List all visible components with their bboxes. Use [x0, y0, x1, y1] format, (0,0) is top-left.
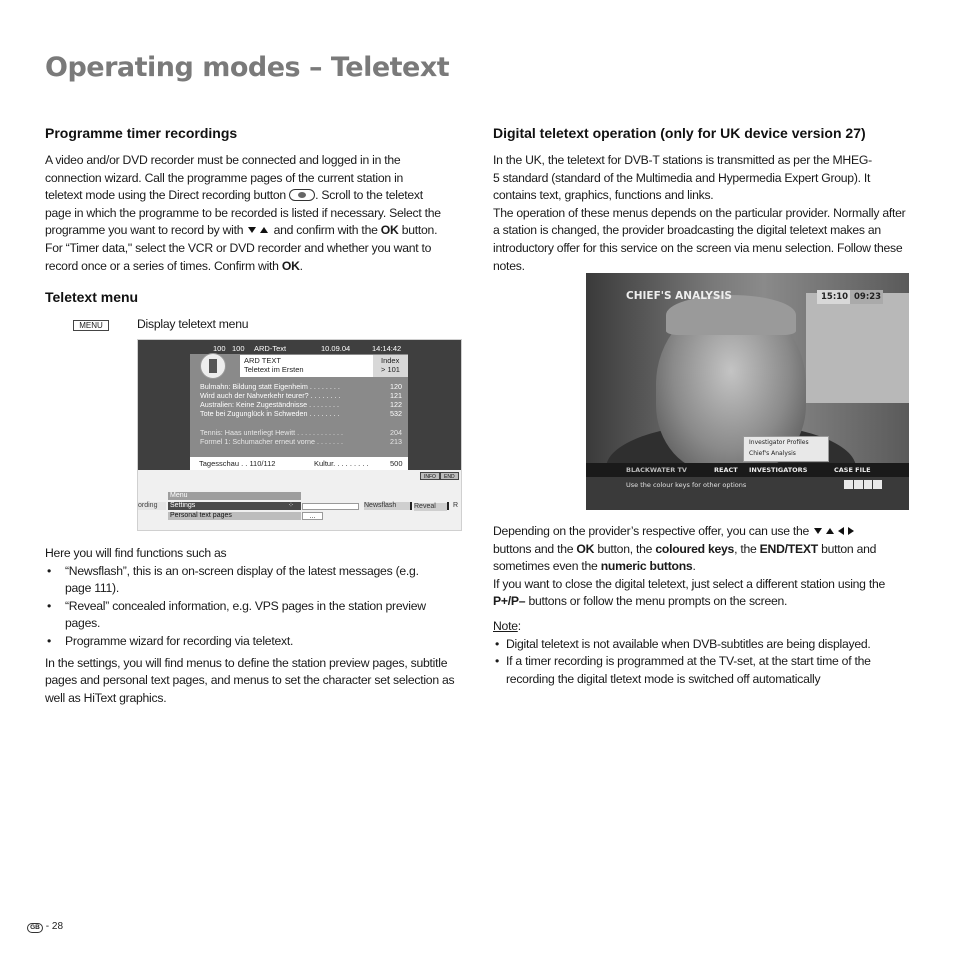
- tt-menu-recording[interactable]: ording: [138, 502, 166, 510]
- tt-index-page[interactable]: > 101: [381, 365, 400, 374]
- timer-line: record once or a series of times. Confirm with OK.: [45, 258, 303, 273]
- colour-keys-icon: [844, 480, 882, 489]
- digital-teletext-heading: Digital teletext operation (only for UK device version 27): [493, 125, 866, 141]
- timer-line: connection wizard. Call the programme pages of the current station in: [45, 170, 404, 185]
- nav-line: buttons and the OK button, the coloured keys, the END/TEXT button and: [493, 541, 877, 556]
- teletext-screen: [137, 339, 462, 531]
- tt-row[interactable]: Wird auch der Nahverkehr teurer? . . . . . . . .: [200, 391, 341, 400]
- tt-menu-title: Menu: [168, 492, 301, 500]
- note-label: Note:: [493, 619, 521, 633]
- list-item: • “Reveal” concealed information, e.g. VPS pages in the station preview pages.: [45, 598, 465, 633]
- tv-hint: Use the colour keys for other options: [626, 481, 747, 489]
- functions-intro: Here you will find functions such as: [45, 546, 227, 560]
- page-title: Operating modes – Teletext: [45, 52, 450, 83]
- arrow-down-icon: [814, 528, 822, 534]
- digital-teletext-paragraph: In the UK, the teletext for DVB-T stations is transmitted as per the MHEG- 5 standard (standard of the Multimedia and Hypermedia Expert Group). It contains text, graphics, functions and links. The operation of these menus depends on the particular provider. Normally after a station is changed, the provider broadcasting the digital teletext makes an introductory offer for this service on the screen via menu selection. Follow these notes.: [493, 153, 906, 273]
- tv-nav-item[interactable]: CASE FILE: [834, 466, 871, 474]
- tv-nav-item[interactable]: REACT: [714, 466, 738, 474]
- tt-row-page[interactable]: 213: [390, 437, 402, 446]
- timer-line: programme you want to record by with and confirm with the OK button.: [45, 223, 438, 238]
- tt-menu-r[interactable]: R: [453, 502, 459, 509]
- tt-menu-settings[interactable]: Settings: [168, 502, 301, 510]
- timer-line: A video and/or DVD recorder must be connected and logged in in the: [45, 153, 401, 167]
- arrow-left-icon: [838, 527, 844, 535]
- list-item: • “Newsflash”, this is an on-screen display of the latest messages (e.g. page 111).: [45, 563, 465, 598]
- list-item: • Programme wizard for recording via teletext.: [45, 633, 465, 651]
- tt-row-page[interactable]: 121: [390, 391, 402, 400]
- tt-menu-newsflash[interactable]: Newsflash: [364, 502, 410, 510]
- tt-page2: 100: [232, 344, 245, 353]
- tv-time-2: 09:23: [854, 292, 882, 302]
- tt-row[interactable]: Bulmahn: Bildung statt Eigenheim . . . . . . . .: [200, 382, 340, 391]
- country-badge: GB: [27, 923, 43, 933]
- tt-menu-reveal[interactable]: Reveal: [414, 503, 447, 511]
- tv-light-area: [806, 293, 909, 403]
- tt-footer-page[interactable]: 500: [390, 459, 403, 468]
- timer-paragraph: [45, 152, 465, 275]
- note-section: [493, 618, 913, 688]
- tt-footer-mid[interactable]: Kultur. . . . . . . . .: [314, 459, 369, 468]
- timer-heading: Programme timer recordings: [45, 125, 238, 141]
- tt-date: 10.09.04: [321, 344, 351, 353]
- teletext-menu-heading: Teletext menu: [45, 289, 139, 305]
- tt-menu-blank: [302, 503, 359, 510]
- tt-page: 100: [213, 344, 226, 353]
- tt-row-page[interactable]: 532: [390, 409, 402, 418]
- tt-row-page[interactable]: 204: [390, 428, 402, 437]
- tt-time: 14:14:42: [372, 344, 402, 353]
- arrow-down-icon: [248, 227, 256, 233]
- tt-station: ARD TEXT: [244, 356, 281, 365]
- tt-row[interactable]: Tote bei Zugunglück in Schweden . . . . . . . .: [200, 409, 340, 418]
- arrow-right-icon: [848, 527, 854, 535]
- tt-subtitle: Teletext im Ersten: [244, 365, 304, 374]
- tv-title: CHIEF'S ANALYSIS: [626, 290, 732, 302]
- tt-footer-left[interactable]: Tagesschau . . 110/112: [199, 459, 276, 468]
- tt-row[interactable]: Australien: Keine Zugeständnisse . . . . . . . .: [200, 400, 340, 409]
- direct-recording-button-icon: [289, 189, 315, 201]
- functions-section: [45, 545, 465, 707]
- page-number-text: - 28: [45, 921, 64, 932]
- list-item: • If a timer recording is programmed at the TV-set, at the start time of the recording the digital tletext mode is switched off automatically: [493, 653, 913, 688]
- tt-menu-divider: [447, 502, 449, 510]
- nav-line: P+/P– buttons or follow the menu prompts on the screen.: [493, 594, 788, 609]
- tv-profile-item-selected[interactable]: Chief's Analysis: [749, 450, 796, 457]
- nav-line: sometimes even the numeric buttons.: [493, 559, 696, 574]
- tv-nav-item[interactable]: BLACKWATER TV: [626, 466, 687, 474]
- tt-row[interactable]: Formel 1: Schumacher erneut vorne . . . . . . .: [200, 437, 344, 446]
- nav-line: Depending on the provider’s respective offer, you can use the: [493, 523, 913, 541]
- nav-line: If you want to close the digital teletext, just select a different station using the: [493, 576, 886, 591]
- tt-menu-divider: [410, 502, 412, 510]
- settings-submenu-icon: ⁘: [288, 502, 294, 509]
- settings-paragraph: In the settings, you will find menus to define the station preview pages, subtitle pages and personal text pages, and menus to set the character set selection as well as HiText graphics.: [45, 655, 455, 705]
- tt-menu-personal[interactable]: Personal text pages: [168, 512, 301, 520]
- menu-key-icon: MENU: [73, 320, 109, 331]
- ard-logo-icon: [200, 353, 226, 379]
- tt-row[interactable]: Tennis: Haas unterliegt Hewitt . . . . . . . . . . . .: [200, 428, 344, 437]
- tv-time: 15:10: [821, 292, 849, 302]
- tt-row-page[interactable]: 120: [390, 382, 402, 391]
- page-number: [27, 921, 63, 933]
- arrow-up-icon: [260, 227, 268, 233]
- tt-index-label[interactable]: Index: [381, 356, 400, 365]
- tv-profile-item[interactable]: Investigator Profiles: [749, 439, 809, 446]
- navigation-paragraph: [493, 523, 913, 611]
- tt-row-page[interactable]: 122: [390, 400, 402, 409]
- timer-line: page in which the programme to be recorded is listed if necessary. Select the: [45, 205, 441, 220]
- timer-line: For “Timer data," select the VCR or DVD recorder and whether you want to: [45, 240, 432, 255]
- info-badge[interactable]: INFO: [420, 472, 440, 480]
- tt-service: ARD-Text: [254, 344, 287, 353]
- end-badge[interactable]: END: [440, 472, 459, 480]
- list-item: • Digital teletext is not available when DVB-subtitles are being displayed.: [493, 636, 913, 654]
- tv-nav-item[interactable]: INVESTIGATORS: [749, 466, 808, 474]
- arrow-up-icon: [826, 528, 834, 534]
- tt-menu-dots[interactable]: ...: [302, 512, 323, 520]
- mheg-tv-screenshot: [586, 273, 909, 510]
- timer-line: teletext mode using the Direct recording button . Scroll to the teletext: [45, 188, 423, 203]
- menu-key-description: Display teletext menu: [137, 317, 249, 331]
